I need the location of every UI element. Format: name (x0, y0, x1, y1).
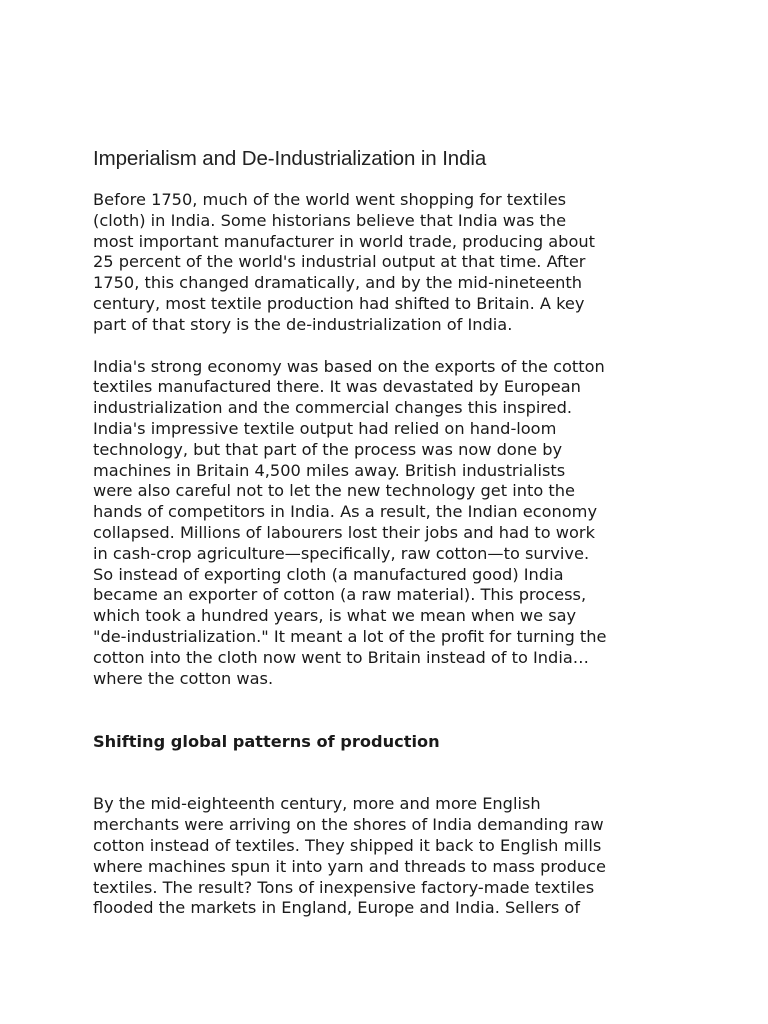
document-body (93, 146, 693, 919)
paragraph-economy: India's strong economy was based on the exports of the cotton textiles manufactured there. It was devastated by European industrialization and the commercial changes this inspired. India's impressive textile output had relied on hand-loom technology, but that part of the process was now done by machines in Britain 4,500 miles away. British industrialists were also careful not to let the new technology get into the hands of competitors in India. As a result, the Indian economy collapsed. Millions of labourers lost their jobs and had to work in cash-crop agriculture—specifically, raw cotton—to survive. So instead of exporting cloth (a manufactured good) India became an exporter of cotton (a raw material). This process, which took a hundred years, is what we mean when we say "de-industrialization." It meant a lot of the profit for turning the cotton into the cloth now went to Britain instead of to India… where the cotton was. (93, 356, 607, 688)
section-heading: Shifting global patterns of production (93, 732, 440, 752)
paragraph-intro: Before 1750, much of the world went shopping for textiles (cloth) in India. Some historians believe that India was the most important manufacturer in world trade, producing about 25 percent of the world's industrial output at that time. After 1750, this changed dramatically, and by the mid-nineteenth century, most textile production had shifted to Britain. A key part of that story is the de-industrialization of India. (93, 190, 595, 334)
document-title: Imperialism and De-Industrialization in India (93, 147, 487, 170)
paragraph-production: By the mid-eighteenth century, more and more English merchants were arriving on the shores of India demanding raw cotton instead of textiles. They shipped it back to English mills where machines spun it into yarn and threads to mass produce textiles. The result? Tons of inexpensive factory-made textiles flooded the markets in England, Europe and India. Sellers of (93, 794, 607, 918)
